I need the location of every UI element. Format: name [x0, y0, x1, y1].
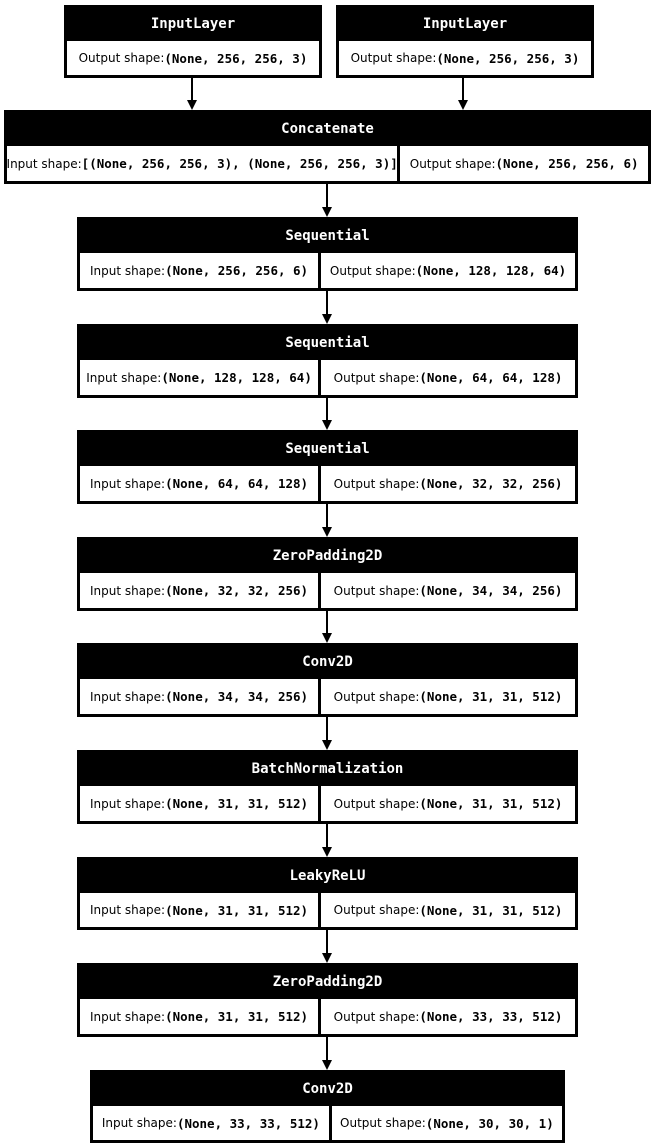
layer-title: Conv2D: [92, 1072, 563, 1105]
arrowhead-icon: [322, 633, 332, 643]
layer-title: LeakyReLU: [79, 859, 576, 892]
shape-value: (None, 256, 256, 3): [436, 50, 580, 66]
shape-value: (None, 31, 31, 512): [165, 796, 309, 811]
layer-shape-row: [79, 678, 576, 715]
layer-output-shape-cell: [321, 679, 575, 714]
arrowhead-icon: [322, 1060, 332, 1070]
layer-node-batchnormalization: [77, 750, 578, 824]
layer-shape-row: [79, 785, 576, 822]
shape-value: (None, 31, 31, 512): [419, 689, 563, 704]
layer-output-shape-cell: [321, 786, 575, 821]
edge-line-sequential-3-to-zeropadding2d-1: [326, 504, 328, 528]
layer-title: Sequential: [79, 326, 576, 359]
shape-label: Output shape:: [333, 1009, 420, 1024]
shape-value: (None, 31, 31, 512): [165, 1009, 309, 1024]
edge-line-sequential-2-to-sequential-3: [326, 398, 328, 421]
layer-shape-row: [79, 892, 576, 928]
layer-output-shape-cell: [67, 41, 319, 75]
shape-value: [(None, 256, 256, 3), (None, 256, 256, 3)]: [81, 156, 398, 171]
edge-line-conv2d-1-to-batchnormalization: [326, 717, 328, 741]
layer-node-sequential-2: [77, 324, 578, 398]
layer-output-shape-cell: [321, 999, 575, 1034]
edge-line-leakyrelu-to-zeropadding2d-2: [326, 930, 328, 954]
layer-title: Sequential: [79, 219, 576, 252]
shape-label: Input shape:: [89, 903, 166, 917]
layer-node-conv2d-2: [90, 1070, 565, 1143]
edge-line-input-layer-1-to-concatenate: [191, 78, 193, 101]
shape-value: (None, 256, 256, 3): [164, 50, 308, 66]
arrowhead-icon: [322, 953, 332, 963]
layer-shape-row: [6, 145, 649, 182]
shape-label: Output shape:: [340, 1116, 426, 1130]
edge-line-zeropadding2d-1-to-conv2d-1: [326, 611, 328, 634]
layer-node-input-layer-1: [64, 5, 322, 78]
arrowhead-icon: [322, 847, 332, 857]
layer-node-concatenate: [4, 110, 651, 184]
shape-value: (None, 30, 30, 1): [425, 1115, 554, 1131]
arrowhead-icon: [187, 100, 197, 110]
shape-value: (None, 64, 64, 128): [419, 370, 563, 385]
layer-output-shape-cell: [339, 41, 591, 75]
arrowhead-icon: [322, 527, 332, 537]
layer-shape-row: [79, 465, 576, 502]
layer-shape-row: [79, 572, 576, 609]
shape-value: (None, 64, 64, 128): [165, 476, 309, 491]
shape-label: Input shape:: [89, 689, 166, 704]
shape-value: (None, 256, 256, 6): [165, 263, 309, 278]
edge-line-input-layer-2-to-concatenate: [462, 78, 464, 101]
shape-value: (None, 31, 31, 512): [419, 796, 563, 811]
layer-node-conv2d-1: [77, 643, 578, 717]
layer-shape-row: [79, 998, 576, 1035]
layer-node-input-layer-2: [336, 5, 594, 78]
layer-output-shape-cell: [321, 893, 575, 927]
layer-shape-row: [338, 40, 592, 76]
layer-node-sequential-1: [77, 217, 578, 291]
arrowhead-icon: [322, 314, 332, 324]
shape-value: (None, 33, 33, 512): [419, 1009, 563, 1024]
shape-label: Input shape:: [89, 796, 166, 811]
shape-label: Input shape:: [86, 370, 162, 385]
layer-shape-row: [66, 40, 320, 76]
shape-value: (None, 256, 256, 6): [495, 156, 639, 171]
shape-label: Output shape:: [333, 689, 420, 704]
edge-line-batchnormalization-to-leakyrelu: [326, 824, 328, 848]
shape-label: Output shape:: [333, 370, 420, 385]
layer-input-shape-cell: [80, 253, 318, 288]
shape-label: Output shape:: [350, 51, 437, 65]
shape-label: Input shape:: [89, 1009, 166, 1024]
shape-label: Output shape:: [333, 476, 420, 491]
shape-value: (None, 34, 34, 256): [165, 689, 309, 704]
layer-node-sequential-3: [77, 430, 578, 504]
layer-output-shape-cell: [321, 360, 575, 395]
shape-value: (None, 32, 32, 256): [419, 476, 563, 491]
shape-value: (None, 128, 128, 64): [415, 263, 567, 278]
shape-label: Input shape:: [89, 263, 166, 278]
layer-shape-row: [79, 252, 576, 289]
shape-label: Input shape:: [89, 583, 166, 598]
shape-value: (None, 31, 31, 512): [165, 902, 309, 918]
layer-input-shape-cell: [80, 466, 318, 501]
layer-output-shape-cell: [400, 146, 648, 181]
shape-label: Output shape:: [333, 583, 420, 598]
shape-label: Input shape:: [101, 1116, 177, 1130]
shape-label: Input shape:: [89, 476, 166, 491]
shape-label: Input shape:: [7, 156, 82, 171]
layer-input-shape-cell: [80, 679, 318, 714]
layer-output-shape-cell: [321, 573, 575, 608]
layer-title: Concatenate: [6, 112, 649, 145]
layer-input-shape-cell: [80, 360, 318, 395]
shape-value: (None, 128, 128, 64): [161, 370, 312, 385]
layer-shape-row: [79, 359, 576, 396]
layer-title: InputLayer: [338, 7, 592, 40]
edge-line-sequential-1-to-sequential-2: [326, 291, 328, 315]
layer-input-shape-cell: [80, 999, 318, 1034]
layer-input-shape-cell: [80, 893, 318, 927]
layer-output-shape-cell: [321, 253, 575, 288]
layer-node-zeropadding2d-1: [77, 537, 578, 611]
layer-title: Sequential: [79, 432, 576, 465]
shape-label: Output shape:: [329, 263, 416, 278]
layer-input-shape-cell: [7, 146, 397, 181]
layer-input-shape-cell: [80, 573, 318, 608]
layer-title: InputLayer: [66, 7, 320, 40]
layer-node-leakyrelu: [77, 857, 578, 930]
shape-label: Output shape:: [409, 156, 496, 171]
arrowhead-icon: [458, 100, 468, 110]
layer-title: ZeroPadding2D: [79, 539, 576, 572]
arrowhead-icon: [322, 207, 332, 217]
shape-value: (None, 31, 31, 512): [419, 902, 563, 918]
layer-input-shape-cell: [80, 786, 318, 821]
layer-shape-row: [92, 1105, 563, 1141]
layer-title: BatchNormalization: [79, 752, 576, 785]
layer-input-shape-cell: [93, 1106, 329, 1140]
layer-output-shape-cell: [332, 1106, 562, 1140]
arrowhead-icon: [322, 740, 332, 750]
shape-value: (None, 33, 33, 512): [176, 1115, 320, 1131]
edge-line-concatenate-to-sequential-1: [326, 184, 328, 208]
layer-title: Conv2D: [79, 645, 576, 678]
shape-label: Output shape:: [78, 51, 165, 65]
edge-line-zeropadding2d-2-to-conv2d-2: [326, 1037, 328, 1061]
layer-output-shape-cell: [321, 466, 575, 501]
layer-node-zeropadding2d-2: [77, 963, 578, 1037]
arrowhead-icon: [322, 420, 332, 430]
layer-title: ZeroPadding2D: [79, 965, 576, 998]
shape-value: (None, 32, 32, 256): [165, 583, 309, 598]
shape-label: Output shape:: [333, 903, 420, 917]
shape-value: (None, 34, 34, 256): [419, 583, 563, 598]
shape-label: Output shape:: [333, 796, 420, 811]
